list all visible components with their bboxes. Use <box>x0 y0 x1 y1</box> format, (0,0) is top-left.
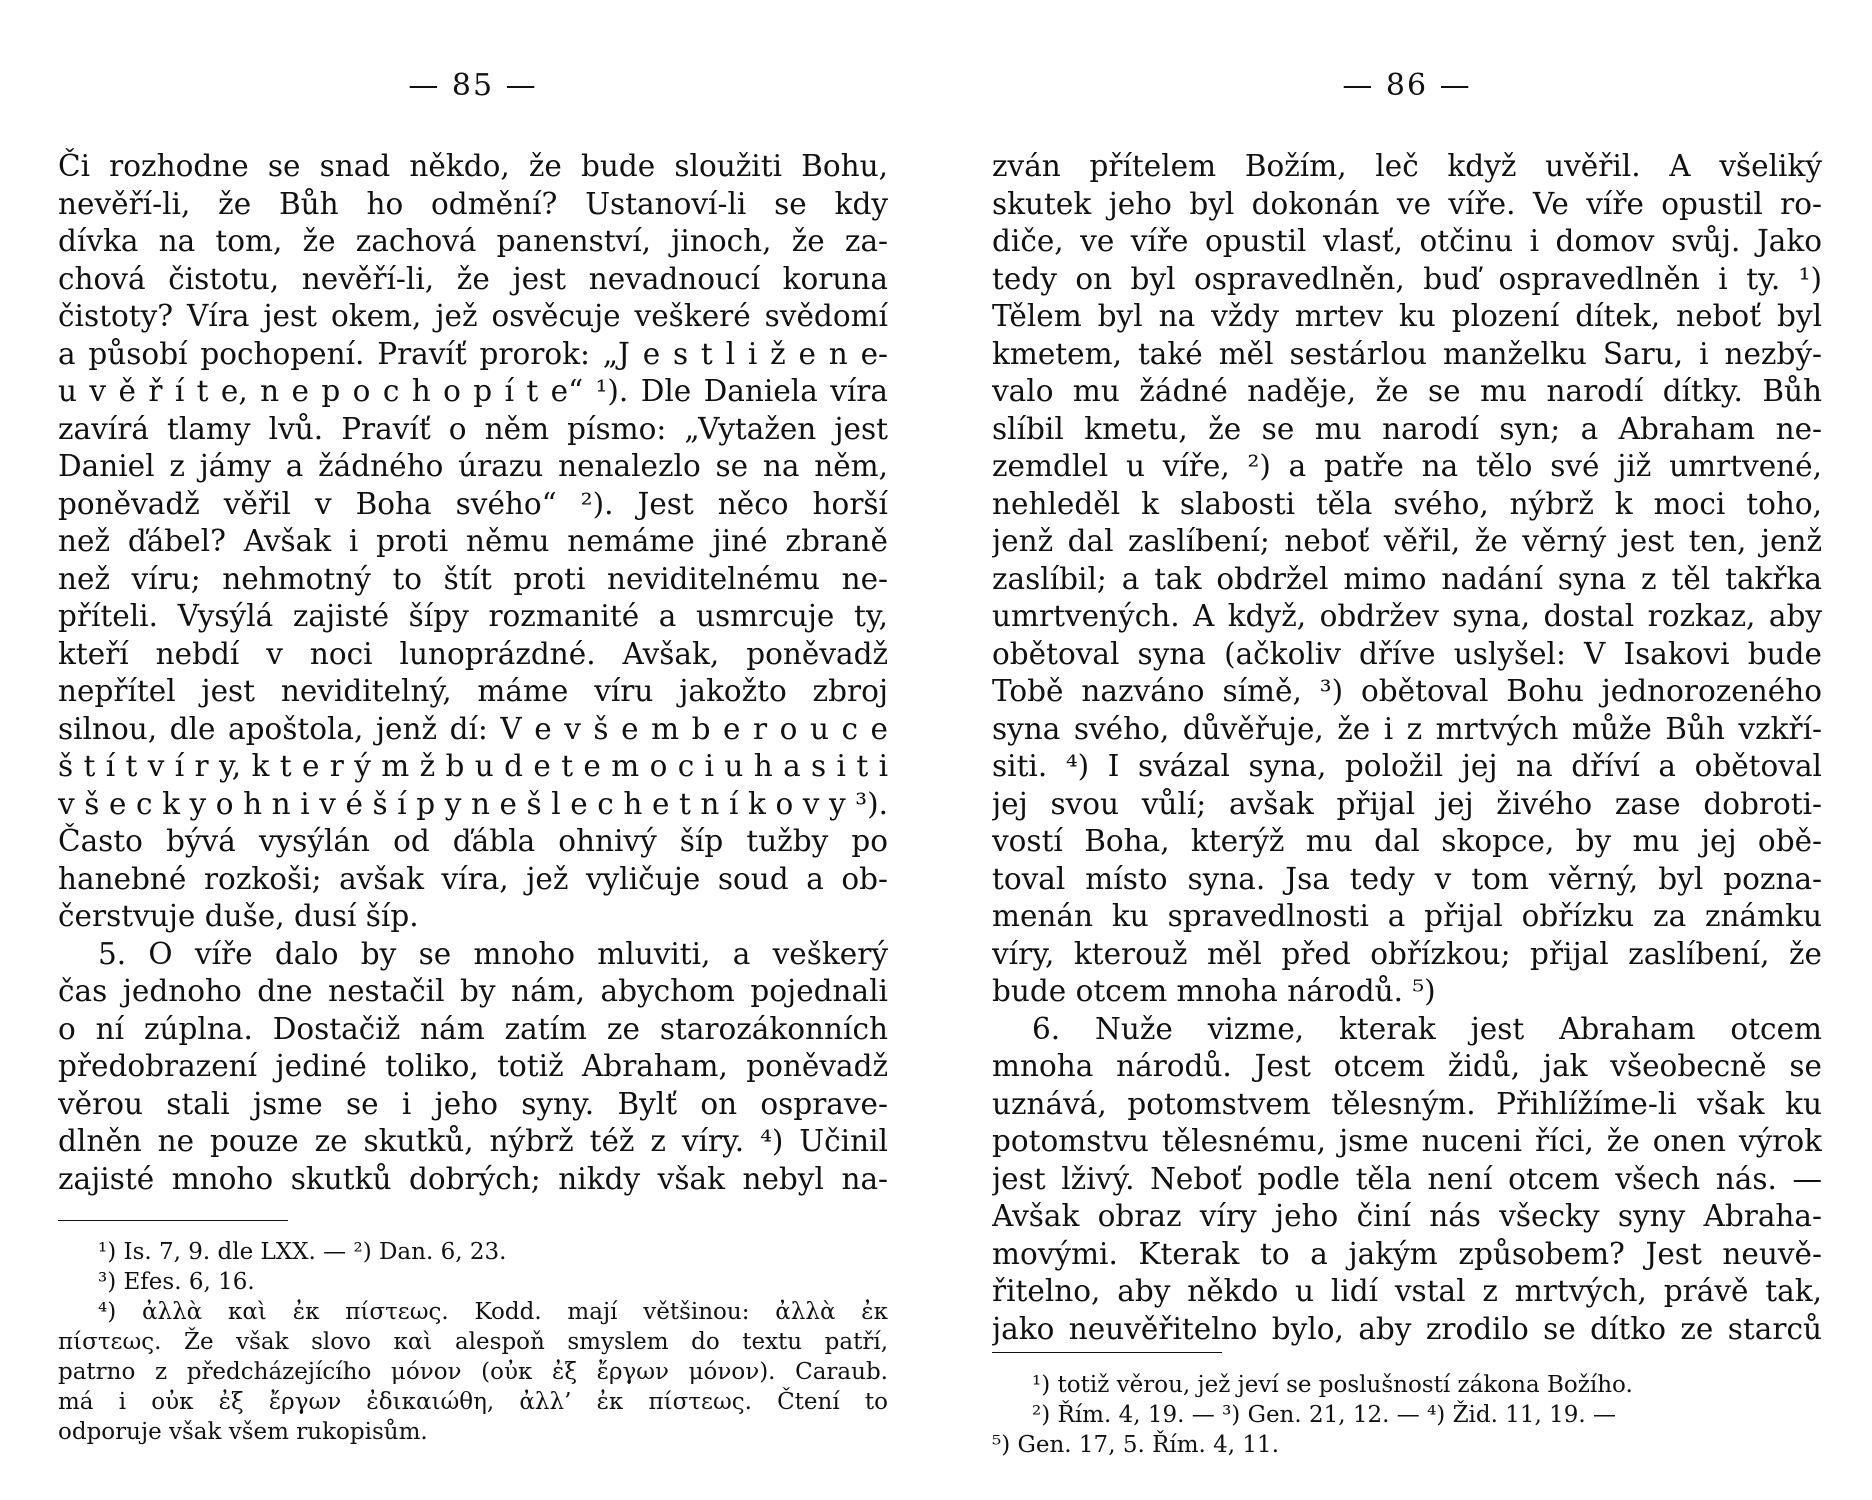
text-line: tedy on byl ospravedlněn, buď ospravedlněn i ty. ¹) <box>992 261 1822 296</box>
text-line: a působí pochopení. Pravíť prorok: „J e s t l i ž e n e- <box>58 336 888 371</box>
text-line: jenž dal zaslíbení; neboť věřil, že věrný jest ten, jenž <box>992 524 1822 558</box>
text-line: silnou, dle apoštola, jenž dí: V e v š e m b e r o u c e <box>58 711 888 746</box>
text-line: diče, ve víře opustil vlasť, otčinu i domov svůj. Jako <box>992 224 1822 258</box>
text-line: než ďábel? Avšak i proti němu nemáme jiné zbraně <box>58 524 888 558</box>
text-line: Často bývá vysýlán od ďábla ohnivý šíp tužby po <box>58 824 888 858</box>
text-line: řitelno, aby někdo u lidí vstal z mrtvých, právě tak, <box>992 1274 1822 1308</box>
text-line: vostí Boha, kterýž mu dal skopce, by mu jej obě- <box>992 824 1822 858</box>
text-line: mnoha národů. Jest otcem židů, jak všeobecně se <box>992 1049 1822 1083</box>
footnote-line: ¹) totiž věrou, jež jeví se poslušností zákona Božího. <box>1032 1372 1633 1398</box>
left-page <box>58 0 888 1500</box>
footnote-line: πίστεως. Že však slovo καὶ alespoň smyslem do textu patří, <box>58 1329 888 1355</box>
text-line: čerstvuje duše, dusí šíp. <box>58 899 419 933</box>
footnote-line: odporuje však všem rukopisům. <box>58 1419 428 1445</box>
footnote-line: ³) Efes. 6, 16. <box>98 1269 255 1295</box>
text-line: uznává, potomstvem tělesným. Přihlížíme-li však ku <box>992 1086 1822 1121</box>
text-line: slíbil kmetu, že se mu narodí syn; a Abraham ne- <box>992 411 1822 446</box>
text-line: valo mu žádné naděje, že se mu narodí dítky. Bůh <box>992 374 1822 408</box>
text-line: toval místo syna. Jsa tedy v tom věrný, byl pozna- <box>992 861 1822 896</box>
text-line: potomstvu tělesnému, jsme nuceni říci, že onen výrok <box>992 1124 1822 1158</box>
text-line: zván přítelem Božím, leč když uvěřil. A všeliký <box>992 149 1822 183</box>
right-footnotes <box>992 1370 1822 1460</box>
text-line: movými. Kterak to a jakým způsobem? Jest neuvě- <box>992 1236 1822 1271</box>
right-body-text <box>992 148 1822 1348</box>
text-line: příteli. Vysýlá zajisté šípy rozmanité a usmrcuje ty, <box>58 599 888 633</box>
text-line: věrou stali jsme se i jeho syny. Bylť on osprave- <box>58 1086 888 1121</box>
footnote-line: ¹) Is. 7, 9. dle LXX. — ²) Dan. 6, 23. <box>98 1239 507 1265</box>
footnote-line: ²) Řím. 4, 19. — ³) Gen. 21, 12. — ⁴) Žid. 11, 19. — <box>1032 1402 1617 1428</box>
text-line: Tělem byl na vždy mrtev ku plození dítek, neboť byl <box>992 299 1822 333</box>
text-line: víry, kterouž měl před obřízkou; přijal zaslíbení, že <box>992 936 1822 971</box>
footnote-rule <box>992 1352 1222 1353</box>
text-line: š t í t v í r y, k t e r ý m ž b u d e t e m o c i u h a s i t i <box>58 749 888 783</box>
text-line: v š e c k y o h n i v é š í p y n e š l e c h e t n í k o v y ³). <box>58 786 888 821</box>
footnote-line: patrno z předcházejícího μόνον (οὐκ ἐξ ἔργων μόνον). Caraub. <box>58 1359 888 1385</box>
text-line: dívka na tom, že zachová panenství, jinoch, že za- <box>58 224 888 258</box>
text-line: Tobě nazváno símě, ³) obětoval Bohu jednorozeného <box>992 674 1822 708</box>
text-line: umrtvených. A když, obdržev syna, dostal rozkaz, aby <box>992 599 1822 633</box>
left-page-number: — 85 — <box>408 68 538 103</box>
left-body-text <box>58 148 888 1198</box>
text-line: čas jednoho dne nestačil by nám, abychom pojednali <box>58 974 888 1008</box>
text-line: siti. ⁴) I svázal syna, položil jej na dříví a obětoval <box>992 749 1822 783</box>
text-line: zajisté mnoho skutků dobrých; nikdy však nebyl na- <box>58 1161 888 1196</box>
text-line: čistoty? Víra jest okem, jež osvěcuje veškeré svědomí <box>58 299 888 333</box>
text-line: dlněn ne pouze ze skutků, nýbrž též z víry. ⁴) Učinil <box>58 1124 888 1158</box>
text-line: hanebné rozkoši; avšak víra, jež vyličuje soud a ob- <box>58 861 888 896</box>
text-line: kteří nebdí v noci lunoprázdné. Avšak, poněvadž <box>58 636 888 671</box>
footnote-line: má i οὐκ ἐξ ἔργων ἐδικαιώθη, ἀλλ’ ἐκ πίστεως. Čtení to <box>58 1389 888 1415</box>
text-line: syna svého, důvěřuje, že i z mrtvých může Bůh vzkří- <box>992 711 1822 746</box>
text-line: jako neuvěřitelno bylo, aby zrodilo se dítko ze starců <box>992 1311 1822 1346</box>
left-footnotes <box>58 1237 888 1447</box>
text-line: zavírá tlamy lvů. Pravíť o něm písmo: „Vytažen jest <box>58 411 888 446</box>
text-line: bude otcem mnoha národů. ⁵) <box>992 974 1436 1008</box>
footnote-line: ⁵) Gen. 17, 5. Řím. 4, 11. <box>992 1432 1280 1458</box>
text-line: zaslíbil; a tak obdržel mimo nadání syna z těl takřka <box>992 561 1822 596</box>
text-line: u v ě ř í t e, n e p o c h o p í t e“ ¹). Dle Daniela víra <box>58 374 888 408</box>
text-line: chová čistotu, nevěří-li, že jest nevadnoucí koruna <box>58 261 888 296</box>
text-line: zemdlel u víře, ²) a patře na tělo své již umrtvené, <box>992 449 1822 483</box>
text-line: nehleděl k slabosti těla svého, nýbrž k moci toho, <box>992 486 1822 521</box>
footnote-rule <box>58 1220 288 1221</box>
text-line: o ní zúplna. Dostačiž nám zatím ze starozákonních <box>58 1011 888 1046</box>
text-line: než víru; nehmotný to štít proti neviditelnému ne- <box>58 561 888 596</box>
text-line: obětoval syna (ačkoliv dříve uslyšel: V Isakovi bude <box>992 636 1822 671</box>
text-line: nevěří-li, že Bůh ho odmění? Ustanoví-li se kdy <box>58 186 888 221</box>
footnote-line: ⁴) ἀλλὰ καὶ ἐκ πίστεως. Kodd. mají většinou: ἀλλὰ ἐκ <box>98 1299 888 1325</box>
right-page <box>992 0 1822 1500</box>
text-line: poněvadž věřil v Boha svého“ ²). Jest něco horší <box>58 486 888 521</box>
paragraph-start: 6. Nuže vizme, kterak jest Abraham otcem <box>1032 1011 1822 1046</box>
text-line: menán ku spravedlnosti a přijal obřízku za známku <box>992 899 1822 933</box>
text-line: jest lživý. Neboť podle těla není otcem všech nás. — <box>992 1161 1822 1196</box>
text-line: kmetem, také měl sestárlou manželku Saru, i nezbý- <box>992 336 1822 371</box>
text-line: skutek jeho byl dokonán ve víře. Ve víře opustil ro- <box>992 186 1822 221</box>
text-line: Či rozhodne se snad někdo, že bude sloužiti Bohu, <box>58 149 888 183</box>
text-line: nepřítel jest neviditelný, máme víru jakožto zbroj <box>58 674 888 708</box>
text-line: jej svou vůlí; avšak přijal jej živého zase dobroti- <box>992 786 1822 821</box>
text-line: Daniel z jámy a žádného úrazu nenalezlo se na něm, <box>58 449 888 483</box>
paragraph-start: 5. O víře dalo by se mnoho mluviti, a veškerý <box>98 936 888 971</box>
right-page-number: — 86 — <box>1342 68 1472 103</box>
text-line: Avšak obraz víry jeho činí nás všecky syny Abraha- <box>992 1199 1822 1233</box>
text-line: předobrazení jediné toliko, totiž Abraham, poněvadž <box>58 1049 888 1083</box>
